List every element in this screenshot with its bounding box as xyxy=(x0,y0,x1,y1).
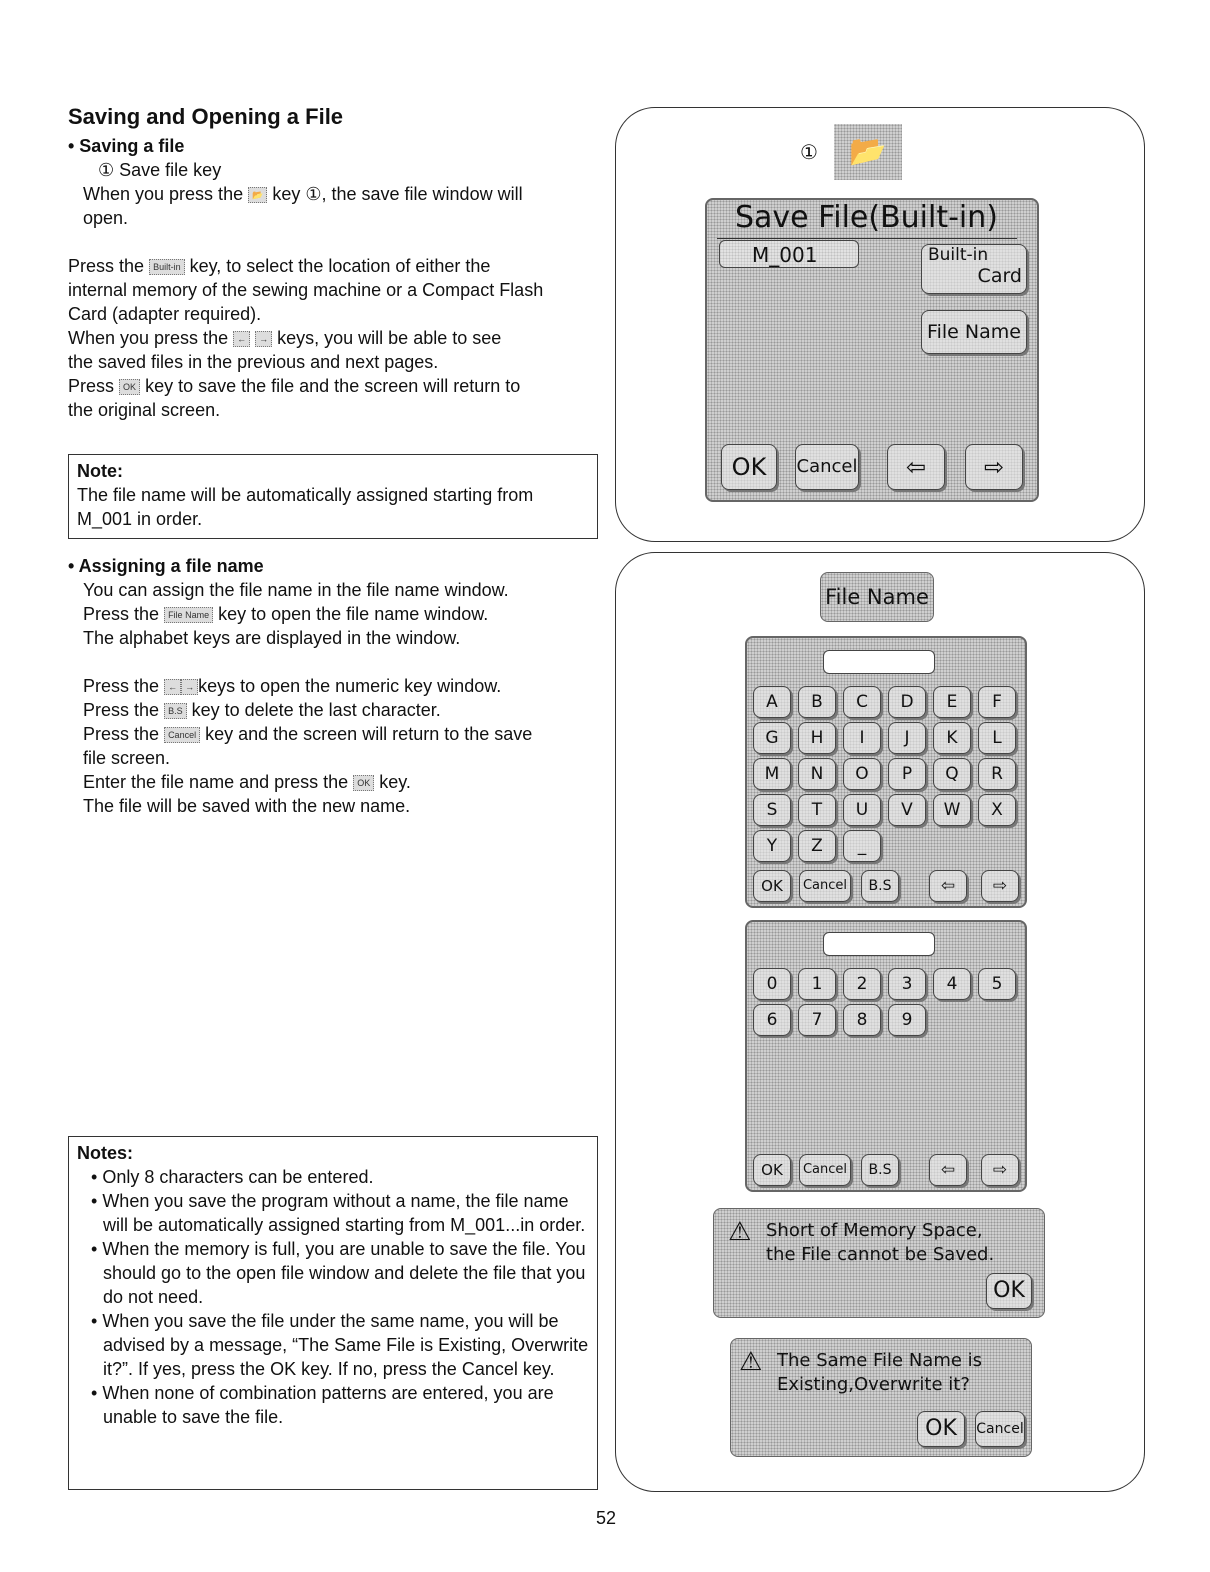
letter-key[interactable]: R xyxy=(978,758,1016,790)
next-button[interactable]: ⇨ xyxy=(981,1154,1019,1186)
text: When you press the xyxy=(68,328,229,348)
warning-icon: ⚠ xyxy=(728,1217,752,1247)
ok-key-icon: OK xyxy=(119,379,140,395)
text: keys to open the numeric key window. xyxy=(198,676,502,696)
page-number: 52 xyxy=(596,1508,617,1528)
digit-key[interactable]: 6 xyxy=(753,1004,791,1036)
ok-button[interactable]: OK xyxy=(917,1411,965,1447)
letter-key[interactable]: U xyxy=(843,794,881,826)
save-file-key-icon[interactable]: 📂 xyxy=(834,124,902,180)
next-page-button[interactable]: ⇨ xyxy=(965,444,1023,490)
text: Press xyxy=(68,376,115,396)
ok-button[interactable]: OK xyxy=(753,870,791,902)
text: Enter the file name and press the xyxy=(83,772,349,792)
save-file-screen xyxy=(705,198,1039,502)
letter-key[interactable]: W xyxy=(933,794,971,826)
letter-key[interactable]: B xyxy=(798,686,836,718)
letter-key[interactable]: Q xyxy=(933,758,971,790)
file-name-field[interactable] xyxy=(719,240,859,268)
digit-key[interactable]: 8 xyxy=(843,1004,881,1036)
prev-page-key-icon: ← xyxy=(233,331,250,347)
letter-key[interactable]: M xyxy=(753,758,791,790)
notes-list xyxy=(77,1165,589,1429)
letter-key[interactable]: D xyxy=(888,686,926,718)
text: key ①, the save file window will xyxy=(272,184,523,204)
note-box xyxy=(68,454,598,539)
name-input-field[interactable] xyxy=(823,932,935,956)
message-line: Existing,Overwrite it? xyxy=(777,1374,970,1395)
callout-number: ① xyxy=(800,142,818,164)
cancel-key-icon: Cancel xyxy=(164,727,200,743)
digit-key[interactable]: 2 xyxy=(843,968,881,1000)
card-label: Card xyxy=(977,265,1022,287)
text: Card (adapter required). xyxy=(68,304,262,324)
letter-key[interactable]: L xyxy=(978,722,1016,754)
text: You can assign the file name in the file name window. xyxy=(83,580,509,600)
letter-key[interactable]: P xyxy=(888,758,926,790)
text: keys, you will be able to see xyxy=(277,328,502,348)
text: internal memory of the sewing machine or a Compact Flash xyxy=(68,280,544,300)
prev-key-icon: ← xyxy=(164,679,181,695)
letter-key[interactable]: N xyxy=(798,758,836,790)
text: key. xyxy=(379,772,411,792)
text: Press the xyxy=(83,724,160,744)
page-title: Saving and Opening a File xyxy=(68,104,344,129)
builtin-card-key-icon: Built-in xyxy=(149,259,185,275)
note-item: • When the memory is full, you are unable to save the file. You should go to the open file window and delete the file that you do not need. xyxy=(91,1237,589,1309)
letter-key[interactable]: J xyxy=(888,722,926,754)
assign-section xyxy=(68,554,603,818)
prev-button[interactable]: ⇦ xyxy=(929,1154,967,1186)
backspace-button[interactable]: B.S xyxy=(861,1154,899,1186)
text: Press the xyxy=(83,676,160,696)
letter-key[interactable]: S xyxy=(753,794,791,826)
letter-key[interactable]: O xyxy=(843,758,881,790)
memory-full-message xyxy=(713,1208,1045,1318)
name-input-field[interactable] xyxy=(823,650,935,674)
builtin-label: Built-in xyxy=(928,245,989,265)
file-name-key[interactable]: File Name xyxy=(820,572,934,622)
letter-key[interactable]: A xyxy=(753,686,791,718)
note-item: • When you save the file under the same name, you will be advised by a message, “The Same File is Existing, Overwrite it?”. If yes, press the OK key. If no, press the Cancel key. xyxy=(91,1309,589,1381)
ok-key-icon: OK xyxy=(353,775,374,791)
next-page-key-icon: → xyxy=(255,331,272,347)
letter-key[interactable]: T xyxy=(798,794,836,826)
cancel-button[interactable]: Cancel xyxy=(795,444,859,490)
ok-button[interactable]: OK xyxy=(721,444,777,490)
letter-key[interactable]: G xyxy=(753,722,791,754)
text: file screen. xyxy=(83,748,171,768)
text: key, to select the location of either the xyxy=(189,256,491,276)
digit-key[interactable]: 3 xyxy=(888,968,926,1000)
letter-key[interactable]: Z xyxy=(798,830,836,862)
digit-key[interactable]: 1 xyxy=(798,968,836,1000)
text: Press the xyxy=(83,604,160,624)
alphabet-key-window xyxy=(745,636,1027,908)
prev-button[interactable]: ⇦ xyxy=(929,870,967,902)
message-line: Short of Memory Space, xyxy=(766,1220,983,1241)
next-button[interactable]: ⇨ xyxy=(981,870,1019,902)
text: When you press the xyxy=(83,184,244,204)
text: The file will be saved with the new name. xyxy=(83,796,411,816)
letter-key[interactable]: I xyxy=(843,722,881,754)
message-line: The Same File Name is xyxy=(777,1350,983,1371)
letter-key[interactable]: K xyxy=(933,722,971,754)
notes-box xyxy=(68,1136,598,1490)
letter-key[interactable]: C xyxy=(843,686,881,718)
notes-title: Notes: xyxy=(77,1143,134,1163)
note-text: The file name will be automatically assigned starting from M_001 in order. xyxy=(77,485,534,529)
overwrite-message xyxy=(730,1338,1032,1457)
ok-button[interactable]: OK xyxy=(986,1273,1032,1309)
file-name-value: M_001 xyxy=(752,243,818,267)
ok-button[interactable]: OK xyxy=(753,1154,791,1186)
saving-section xyxy=(68,134,603,422)
text: Press the xyxy=(83,700,160,720)
note-title: Note: xyxy=(77,461,123,481)
note-item: • Only 8 characters can be entered. xyxy=(91,1165,589,1189)
callout-label: ① Save file key xyxy=(98,160,222,180)
text: the original screen. xyxy=(68,400,221,420)
letter-key[interactable]: _ xyxy=(843,830,881,862)
text: key to open the file name window. xyxy=(218,604,489,624)
letter-key[interactable]: X xyxy=(978,794,1016,826)
letter-key[interactable]: V xyxy=(888,794,926,826)
builtin-card-toggle[interactable] xyxy=(921,244,1027,294)
file-name-button[interactable]: File Name xyxy=(921,310,1027,354)
text: Press the xyxy=(68,256,145,276)
prev-page-button[interactable]: ⇦ xyxy=(887,444,945,490)
cancel-button[interactable]: Cancel xyxy=(799,870,851,902)
backspace-button[interactable]: B.S xyxy=(861,870,899,902)
file-name-key-icon: File Name xyxy=(164,607,213,623)
text: the saved files in the previous and next pages. xyxy=(68,352,439,372)
text: key and the screen will return to the save xyxy=(205,724,533,744)
warning-icon: ⚠ xyxy=(739,1347,763,1377)
message-line: the File cannot be Saved. xyxy=(766,1244,995,1265)
text: open. xyxy=(83,208,129,228)
assign-subtitle: • Assigning a file name xyxy=(68,556,264,576)
numeric-key-window xyxy=(745,920,1027,1192)
digit-key[interactable]: 4 xyxy=(933,968,971,1000)
digit-key[interactable]: 9 xyxy=(888,1004,926,1036)
digit-key[interactable]: 7 xyxy=(798,1004,836,1036)
saving-subtitle: • Saving a file xyxy=(68,136,185,156)
next-key-icon: → xyxy=(181,679,198,695)
bs-key-icon: B.S xyxy=(164,703,187,719)
digit-key[interactable]: 0 xyxy=(753,968,791,1000)
cancel-button[interactable]: Cancel xyxy=(799,1154,851,1186)
text: key to save the file and the screen will return to xyxy=(145,376,521,396)
note-item: • When you save the program without a name, the file name will be automatically assigned starting from M_001...in order. xyxy=(91,1189,589,1237)
screen-title: Save File(Built-in) xyxy=(735,200,998,235)
cancel-button[interactable]: Cancel xyxy=(975,1411,1025,1447)
save-file-key-icon: 📂 xyxy=(248,187,267,203)
letter-key[interactable]: F xyxy=(978,686,1016,718)
letter-key[interactable]: Y xyxy=(753,830,791,862)
letter-key[interactable]: H xyxy=(798,722,836,754)
note-item: • When none of combination patterns are entered, you are unable to save the file. xyxy=(91,1381,589,1429)
text: The alphabet keys are displayed in the window. xyxy=(83,628,461,648)
digit-key[interactable]: 5 xyxy=(978,968,1016,1000)
text: key to delete the last character. xyxy=(191,700,441,720)
letter-key[interactable]: E xyxy=(933,686,971,718)
